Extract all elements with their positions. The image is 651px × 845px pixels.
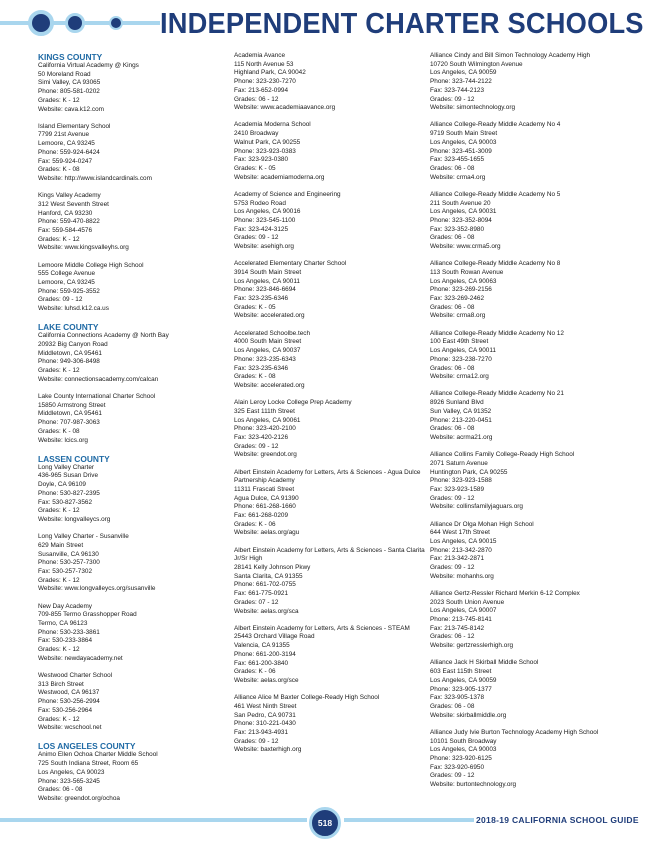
guide-title: 2018-19 CALIFORNIA SCHOOL GUIDE — [476, 815, 639, 825]
school-address-line: Hanford, CA 93230 — [38, 209, 93, 217]
school-address-line: Los Angeles, CA 90007 — [430, 607, 497, 615]
school-fax: Fax: 323-905-1378 — [430, 694, 485, 702]
school-phone: Phone: 323-565-3245 — [38, 777, 100, 785]
school-fax: Fax: 213-652-0994 — [234, 86, 289, 94]
school-grades: Grades: 06 - 08 — [430, 164, 475, 172]
school-address-line: 10101 South Broadway — [430, 737, 497, 745]
school-entry — [38, 192, 218, 253]
school-phone: Phone: 530-233-3861 — [38, 628, 100, 636]
footer-rule-left — [0, 818, 307, 822]
school-entry — [38, 393, 218, 445]
school-website: Website: accelerated.org — [234, 312, 305, 320]
school-website: Website: connectionsacademy.com/calcan — [38, 375, 159, 383]
school-website: Website: luhsd.k12.ca.us — [38, 305, 109, 313]
school-address-line: 709-855 Termo Grasshopper Road — [38, 611, 137, 619]
school-name: Accelerated Elementary Charter School — [234, 260, 347, 268]
school-entry — [234, 260, 414, 321]
school-website: Website: simontechnology.org — [430, 104, 516, 112]
school-name: Westwood Charter School — [38, 671, 113, 679]
school-name: Alliance Alice M Baxter College-Ready High School — [234, 694, 380, 702]
school-name: California Connections Academy @ North Bay — [38, 332, 169, 340]
school-entry — [430, 260, 630, 321]
school-address-line: 725 South Indiana Street, Room 65 — [38, 760, 139, 768]
school-entry — [234, 546, 425, 617]
school-website: Website: accelerated.org — [234, 381, 305, 389]
school-address-line: 5753 Rodeo Road — [234, 199, 286, 207]
school-name: Long Valley Charter — [38, 463, 95, 471]
school-address-line: 211 South Avenue 20 — [430, 199, 491, 207]
school-address-line: Los Angeles, CA 90011 — [234, 277, 300, 285]
school-entry — [234, 121, 414, 182]
school-address-line: 7799 21st Avenue — [38, 131, 90, 139]
school-grades: Grades: K - 05 — [234, 303, 276, 311]
school-fax: Fax: 213-745-8142 — [430, 624, 485, 632]
school-fax: Fax: 323-269-2462 — [430, 295, 485, 303]
school-grades: Grades: K - 08 — [234, 373, 276, 381]
school-entry — [38, 262, 218, 314]
school-name: Island Elementary School — [38, 122, 111, 130]
school-name: Alliance College-Ready Middle Academy No 4 — [430, 121, 561, 129]
school-entry — [38, 603, 218, 664]
school-grades: Grades: K - 12 — [38, 507, 80, 515]
school-fax: Fax: 661-200-3840 — [234, 659, 289, 667]
school-website: Website: academiamoderna.org — [234, 173, 325, 181]
school-entry — [234, 330, 414, 391]
school-fax: Fax: 559-924-0247 — [38, 157, 93, 165]
page-header — [0, 0, 651, 48]
school-fax: Fax: 530-233-3864 — [38, 637, 93, 645]
school-name: Lemoore Middle College High School — [38, 261, 144, 269]
page-footer — [0, 805, 651, 835]
school-website: Website: www.longvalleycs.org/susanville — [38, 585, 156, 593]
school-website: Website: crma8.org — [430, 312, 486, 320]
school-phone: Phone: 661-702-0755 — [234, 581, 296, 589]
school-name: Alliance Collins Family College-Ready High School — [430, 451, 575, 459]
school-website: Website: crma12.org — [430, 373, 489, 381]
school-entry — [430, 590, 630, 651]
school-fax: Fax: 661-268-0209 — [234, 512, 289, 520]
school-address-line: Lemoore, CA 93245 — [38, 140, 95, 148]
school-name: Alliance College-Ready Middle Academy No 21 — [430, 390, 564, 398]
school-name: Alain Leroy Locke College Prep Academy — [234, 399, 352, 407]
school-address-line: San Pedro, CA 90731 — [234, 711, 296, 719]
school-phone: Phone: 805-581-0202 — [38, 88, 100, 96]
school-fax: Fax: 323-235-6346 — [234, 295, 289, 303]
school-website: Website: skirballmiddle.org — [430, 711, 507, 719]
school-grades: Grades: K - 05 — [234, 164, 276, 172]
school-phone: Phone: 323-744-2122 — [430, 78, 492, 86]
school-address-line: 2410 Broadway — [234, 130, 279, 138]
school-phone: Phone: 559-925-3552 — [38, 287, 100, 295]
school-fax: Fax: 323-920-6950 — [430, 763, 485, 771]
school-website: Website: burtontechnology.org — [430, 781, 517, 789]
school-phone: Phone: 323-923-1588 — [430, 477, 492, 485]
school-grades: Grades: 06 - 08 — [430, 702, 475, 710]
school-phone: Phone: 530-257-7300 — [38, 559, 100, 567]
school-grades: Grades: 09 - 12 — [430, 772, 475, 780]
school-name: Academia Avance — [234, 52, 286, 59]
school-address-line: Los Angeles, CA 90015 — [430, 537, 497, 545]
school-fax: Fax: 323-744-2123 — [430, 86, 485, 94]
school-grades: Grades: 06 - 08 — [38, 786, 83, 794]
school-address-line: Middletown, CA 95461 — [38, 349, 102, 357]
school-website: Website: www.academiaavance.org — [234, 104, 336, 112]
school-address-line: Susanville, CA 96130 — [38, 550, 99, 558]
school-address-line: 461 West Ninth Street — [234, 702, 297, 710]
school-phone: Phone: 661-268-1660 — [234, 503, 296, 511]
school-website: Website: aelas.org/sce — [234, 677, 299, 684]
school-grades: Grades: K - 12 — [38, 715, 80, 723]
county-heading: LOS ANGELES COUNTY — [38, 741, 136, 752]
school-website: Website: aelas.org/agu — [234, 529, 300, 537]
school-entry — [430, 191, 630, 252]
school-name: Animo Ellen Ochoa Charter Middle School — [38, 751, 158, 759]
school-address-line: 8926 Sunland Blvd — [430, 399, 484, 407]
school-fax: Fax: 530-827-3562 — [38, 498, 93, 506]
school-address-line: Santa Clarita, CA 91355 — [234, 572, 303, 580]
school-phone: Phone: 323-905-1377 — [430, 685, 492, 693]
school-phone: Phone: 949-306-8498 — [38, 358, 100, 366]
school-address-line: 9719 South Main Street — [430, 130, 498, 138]
school-phone: Phone: 559-470-8822 — [38, 218, 100, 226]
school-address-line: Walnut Park, CA 90255 — [234, 138, 301, 146]
school-grades: Grades: K - 06 — [234, 668, 276, 676]
school-phone: Phone: 707-987-3063 — [38, 419, 100, 427]
school-address-line: 436-965 Susan Drive — [38, 472, 99, 480]
school-website: Website: longvalleycs.org — [38, 515, 111, 523]
school-entry — [38, 123, 218, 184]
school-address-line: Huntington Park, CA 90255 — [430, 468, 508, 476]
school-fax: Fax: 530-256-2964 — [38, 706, 93, 714]
directory-column-2 — [234, 52, 425, 764]
school-website: Website: crma4.org — [430, 173, 486, 181]
school-entry — [234, 468, 421, 539]
school-name: California Virtual Academy @ Kings — [38, 62, 139, 69]
school-phone: Phone: 310-221-0430 — [234, 720, 296, 728]
school-address-line: Lemoore, CA 93245 — [38, 278, 95, 286]
school-name: Alliance College-Ready Middle Academy No 8 — [430, 260, 561, 268]
school-name: New Day Academy — [38, 602, 92, 610]
school-address-line: 2071 Saturn Avenue — [430, 459, 488, 467]
school-address-line: 3914 South Main Street — [234, 268, 302, 276]
school-phone: Phone: 323-235-6343 — [234, 355, 296, 363]
school-fax: Fax: 323-923-0380 — [234, 156, 289, 164]
school-entry — [430, 121, 630, 182]
school-address-line: 603 East 115th Street — [430, 668, 492, 676]
school-name: Academy of Science and Engineering — [234, 190, 341, 198]
school-grades: Grades: 06 - 08 — [430, 425, 475, 433]
school-address-line: Los Angeles, CA 90003 — [430, 746, 497, 754]
school-website: Website: greendot.org — [234, 451, 297, 459]
directory-column-1 — [38, 52, 218, 812]
school-phone: Phone: 323-420-2100 — [234, 425, 296, 433]
school-website: Website: cava.k12.com — [38, 105, 104, 113]
school-name: Albert Einstein Academy for Letters, Arts & Sciences - STEAM — [234, 624, 410, 632]
header-dot-large — [28, 10, 54, 36]
school-address-line: 629 Main Street — [38, 541, 84, 549]
directory-column-3 — [430, 52, 630, 798]
school-phone: Phone: 323-920-6125 — [430, 754, 492, 762]
school-address-line: Los Angeles, CA 90031 — [430, 208, 497, 216]
school-entry — [430, 390, 630, 442]
school-address-line: Los Angeles, CA 90003 — [430, 138, 497, 146]
school-fax: Fax: 323-235-6346 — [234, 364, 289, 372]
school-name: Alliance Dr Olga Mohan High School — [430, 520, 534, 528]
school-address-line: 113 South Rowan Avenue — [430, 268, 504, 276]
school-phone: Phone: 213-342-2870 — [430, 546, 492, 554]
school-phone: Phone: 213-220-0451 — [430, 416, 492, 424]
school-entry — [234, 625, 414, 686]
school-website: Website: mohanhs.org — [430, 572, 494, 580]
school-name: Kings Valley Academy — [38, 192, 101, 200]
school-fax: Fax: 530-257-7302 — [38, 567, 93, 575]
school-name: Long Valley Charter - Susanville — [38, 533, 129, 541]
school-address-line: 25443 Orchard Village Road — [234, 633, 315, 641]
school-address-line: 555 College Avenue — [38, 270, 96, 278]
school-fax: Fax: 213-943-4931 — [234, 729, 289, 737]
school-entry — [38, 464, 218, 525]
school-address-line: 50 Moreland Road — [38, 70, 91, 78]
school-website: Website: asehigh.org — [234, 243, 294, 251]
school-name: Academia Moderna School — [234, 121, 311, 129]
page-title: INDEPENDENT CHARTER SCHOOLS — [160, 8, 644, 40]
school-fax: Fax: 559-584-4576 — [38, 226, 93, 234]
school-address-line: 20932 Big Canyon Road — [38, 340, 108, 348]
school-grades: Grades: K - 12 — [38, 576, 80, 584]
school-fax: Fax: 323-352-8980 — [430, 225, 485, 233]
school-address-line: 312 West Seventh Street — [38, 200, 109, 208]
school-phone: Phone: 559-924-6424 — [38, 148, 100, 156]
school-entry — [430, 451, 630, 512]
school-website: Website: wcschool.net — [38, 724, 102, 732]
school-address-line: Los Angeles, CA 90016 — [234, 208, 301, 216]
school-address-line: Middletown, CA 95461 — [38, 410, 102, 418]
school-address-line: Los Angeles, CA 90063 — [430, 277, 497, 285]
school-entry — [38, 533, 218, 594]
school-address-line: 11311 Frascati Street — [234, 485, 295, 493]
school-website: Website: greendot.org/ochoa — [38, 794, 120, 802]
school-grades: Grades: 06 - 08 — [430, 303, 475, 311]
school-address-line: Simi Valley, CA 93065 — [38, 79, 101, 87]
footer-rule-right — [344, 818, 474, 822]
school-phone: Phone: 530-827-2395 — [38, 489, 100, 497]
school-grades: Grades: 09 - 12 — [234, 737, 279, 745]
school-phone: Phone: 323-923-0383 — [234, 147, 296, 155]
school-website: Website: gertzresslerhigh.org — [430, 642, 513, 650]
school-address-line: Valencia, CA 91355 — [234, 642, 290, 650]
school-address-line: 28141 Kelly Johnson Pkwy — [234, 564, 311, 572]
school-grades: Grades: 06 - 12 — [234, 95, 279, 103]
school-grades: Grades: 06 - 08 — [430, 234, 475, 242]
school-address-line: Los Angeles, CA 90037 — [234, 347, 301, 355]
school-address-line: Highland Park, CA 90042 — [234, 69, 306, 77]
school-website: Website: aelas.org/sca — [234, 607, 299, 615]
school-fax: Fax: 323-923-1589 — [430, 485, 485, 493]
school-entry — [234, 399, 414, 460]
school-name: Alliance Judy Ivie Burton Technology Academy High School — [430, 728, 599, 736]
school-name: Albert Einstein Academy for Letters, Arts & Sciences - Agua Dulce — [234, 468, 421, 476]
school-address-line: Jr/Sr High — [234, 555, 263, 563]
school-address-line: Partnership Academy — [234, 477, 295, 485]
school-address-line: Agua Dulce, CA 91390 — [234, 494, 299, 502]
school-entry — [430, 52, 630, 113]
school-grades: Grades: K - 12 — [38, 235, 80, 243]
school-fax: Fax: 323-420-2126 — [234, 433, 289, 441]
school-grades: Grades: K - 06 — [234, 520, 276, 528]
school-name: Alliance Cindy and Bill Simon Technology Academy High — [430, 52, 591, 59]
county-heading: LAKE COUNTY — [38, 322, 99, 333]
school-entry — [234, 694, 414, 755]
school-entry — [430, 521, 630, 582]
school-entry — [234, 191, 414, 252]
school-grades: Grades: K - 08 — [38, 427, 80, 435]
school-phone: Phone: 323-352-8094 — [430, 216, 492, 224]
header-dot-small — [109, 16, 123, 30]
school-address-line: 115 North Avenue 53 — [234, 60, 294, 68]
school-entry — [430, 729, 630, 790]
school-phone: Phone: 323-269-2156 — [430, 286, 492, 294]
school-grades: Grades: K - 08 — [38, 166, 80, 174]
school-entry — [430, 330, 630, 382]
school-entry — [38, 672, 218, 733]
school-phone: Phone: 323-238-7270 — [430, 355, 492, 363]
school-grades: Grades: 06 - 08 — [430, 364, 475, 372]
school-fax: Fax: 323-424-3125 — [234, 225, 289, 233]
school-website: Website: baxterhigh.org — [234, 746, 302, 754]
school-name: Alliance Jack H Skirball Middle School — [430, 659, 539, 667]
school-address-line: Los Angeles, CA 90011 — [430, 347, 496, 355]
school-website: Website: collinsfamilyjaguars.org — [430, 503, 523, 511]
school-phone: Phone: 323-451-3009 — [430, 147, 492, 155]
school-name: Alliance College-Ready Middle Academy No 12 — [430, 329, 564, 337]
school-address-line: Los Angeles, CA 90061 — [234, 416, 301, 424]
page-number-badge: 518 — [309, 807, 341, 839]
school-grades: Grades: 09 - 12 — [430, 564, 475, 572]
school-fax: Fax: 661-775-0921 — [234, 590, 289, 598]
school-address-line: Sun Valley, CA 91352 — [430, 407, 492, 415]
school-phone: Phone: 323-230-7270 — [234, 78, 296, 86]
school-website: Website: www.crma5.org — [430, 243, 501, 251]
school-grades: Grades: 09 - 12 — [234, 234, 279, 242]
school-address-line: 10720 South Wilmington Avenue — [430, 60, 523, 68]
school-address-line: Los Angeles, CA 90023 — [38, 768, 105, 776]
school-address-line: Los Angeles, CA 90059 — [430, 69, 497, 77]
school-website: Website: http://www.islandcardinals.com — [38, 174, 152, 182]
school-address-line: Termo, CA 96123 — [38, 619, 88, 627]
school-name: Albert Einstein Academy for Letters, Arts & Sciences - Santa Clarita — [234, 546, 425, 554]
school-grades: Grades: 09 - 12 — [234, 442, 279, 450]
school-address-line: Los Angeles, CA 90059 — [430, 676, 497, 684]
school-fax: Fax: 323-455-1655 — [430, 156, 485, 164]
school-address-line: 4000 South Main Street — [234, 338, 302, 346]
school-website: Website: acrma21.org — [430, 433, 493, 441]
school-address-line: 100 East 49th Street — [430, 338, 489, 346]
school-grades: Grades: K - 12 — [38, 96, 80, 104]
school-entry — [430, 659, 630, 720]
school-address-line: Westwood, CA 96137 — [38, 689, 100, 697]
school-address-line: 15850 Armstrong Street — [38, 401, 106, 409]
county-heading: KINGS COUNTY — [38, 52, 103, 62]
school-grades: Grades: 07 - 12 — [234, 598, 279, 606]
school-website: Website: lcics.org — [38, 436, 88, 444]
school-fax: Fax: 213-342-2871 — [430, 555, 485, 563]
school-address-line: 644 West 17th Street — [430, 529, 490, 537]
school-entry — [38, 751, 218, 803]
school-grades: Grades: K - 12 — [38, 646, 80, 654]
school-entry — [38, 62, 218, 114]
county-heading: LASSEN COUNTY — [38, 453, 110, 464]
school-entry — [234, 52, 414, 113]
school-phone: Phone: 530-256-2994 — [38, 698, 100, 706]
school-address-line: 2023 South Union Avenue — [430, 598, 505, 606]
school-phone: Phone: 213-745-8141 — [430, 616, 492, 624]
school-name: Alliance College-Ready Middle Academy No 5 — [430, 190, 561, 198]
header-dot-medium — [65, 13, 85, 33]
school-name: Lake County International Charter School — [38, 393, 156, 400]
school-phone: Phone: 661-200-3194 — [234, 650, 296, 658]
school-address-line: Doyle, CA 96109 — [38, 481, 86, 489]
school-name: Accelerated Schoolbe.tech — [234, 329, 311, 337]
school-phone: Phone: 323-846-6694 — [234, 286, 296, 294]
school-name: Alliance Gertz-Ressler Richard Merkin 6-12 Complex — [430, 589, 580, 597]
school-grades: Grades: 06 - 12 — [430, 633, 475, 641]
school-phone: Phone: 323-545-1100 — [234, 216, 296, 224]
school-grades: Grades: 09 - 12 — [430, 95, 475, 103]
school-website: Website: newdayacademy.net — [38, 654, 123, 662]
school-address-line: 313 Birch Street — [38, 680, 84, 688]
school-grades: Grades: 09 - 12 — [430, 494, 475, 502]
school-grades: Grades: K - 12 — [38, 367, 80, 375]
school-website: Website: www.kingsvalleyhs.org — [38, 244, 129, 252]
school-grades: Grades: 09 - 12 — [38, 296, 83, 304]
school-address-line: 325 East 111th Street — [234, 407, 295, 415]
school-entry — [38, 332, 218, 384]
